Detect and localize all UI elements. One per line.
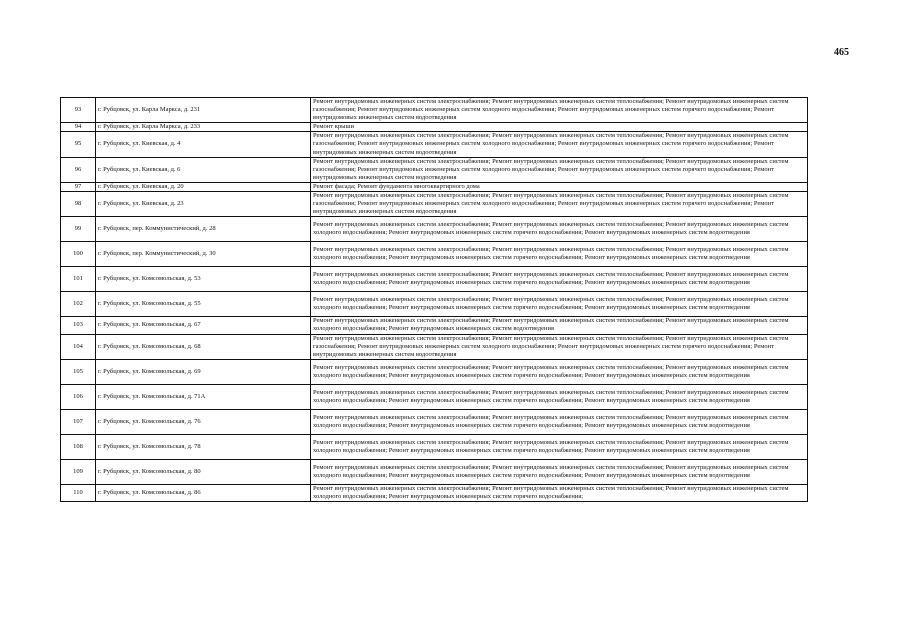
- table-row: [61, 434, 808, 459]
- table-row: [61, 459, 808, 484]
- row-number-cell: 104: [61, 334, 96, 359]
- work-type-cell: Ремонт внутридомовых инженерных систем электроснабжения; Ремонт внутридомовых инженерных систем теплоснабжения; Ремонт внутридомовых инженерных систем холодного водоснабжения; Ремонт внутридомовых инженерных систем горячего водоснабжения; Ремонт внутридомовых инженерных систем водоотведения: [311, 267, 808, 292]
- work-type-cell: Ремонт внутридомовых инженерных систем электроснабжения; Ремонт внутридомовых инженерных систем теплоснабжения; Ремонт внутридомовых инженерных систем холодного водоснабжения; Ремонт внутридомовых инженерных систем горячего водоснабжения;: [311, 484, 808, 501]
- table-row: [61, 242, 808, 267]
- address-cell: г. Рубцовск, ул. Киевская, д. 6: [96, 157, 311, 182]
- address-cell: г. Рубцовск, ул. Комсомольская, д. 55: [96, 292, 311, 317]
- repair-table-container: [60, 97, 808, 502]
- address-cell: г. Рубцовск, ул. Комсомольская, д. 68: [96, 334, 311, 359]
- page-number: 465: [834, 47, 849, 58]
- repair-table-body: [61, 98, 808, 502]
- row-number-cell: 105: [61, 359, 96, 384]
- address-cell: г. Рубцовск, ул. Киевская, д. 20: [96, 182, 311, 191]
- work-type-cell: Ремонт внутридомовых инженерных систем электроснабжения; Ремонт внутридомовых инженерных систем теплоснабжения; Ремонт внутридомовых инженерных систем холодного водоснабжения; Ремонт внутридомовых инженерных систем горячего водоснабжения; Ремонт внутридомовых инженерных систем водоотведения: [311, 409, 808, 434]
- row-number-cell: 108: [61, 434, 96, 459]
- row-number-cell: 101: [61, 267, 96, 292]
- work-type-cell: Ремонт фасада; Ремонт фундамента многоквартирного дома: [311, 182, 808, 191]
- address-cell: г. Рубцовск, ул. Карла Маркса, д. 231: [96, 98, 311, 123]
- address-cell: г. Рубцовск, ул. Комсомольская, д. 53: [96, 267, 311, 292]
- work-type-cell: Ремонт внутридомовых инженерных систем электроснабжения; Ремонт внутридомовых инженерных систем теплоснабжения; Ремонт внутридомовых инженерных систем газоснабжения; Ремонт внутридомовых инженерных систем холодного водоснабжения; Ремонт внутридомовых инженерных систем горячего водоснабжения; Ремонт внутридомовых инженерных систем водоотведения: [311, 132, 808, 157]
- row-number-cell: 94: [61, 123, 96, 132]
- work-type-cell: Ремонт внутридомовых инженерных систем электроснабжения; Ремонт внутридомовых инженерных систем теплоснабжения; Ремонт внутридомовых инженерных систем газоснабжения; Ремонт внутридомовых инженерных систем холодного водоснабжения; Ремонт внутридомовых инженерных систем горячего водоснабжения; Ремонт внутридомовых инженерных систем водоотведения: [311, 192, 808, 217]
- work-type-cell: Ремонт внутридомовых инженерных систем электроснабжения; Ремонт внутридомовых инженерных систем теплоснабжения; Ремонт внутридомовых инженерных систем холодного водоснабжения; Ремонт внутридомовых инженерных систем горячего водоснабжения; Ремонт внутридомовых инженерных систем водоотведения: [311, 459, 808, 484]
- address-cell: г. Рубцовск, пер. Коммунистический, д. 28: [96, 217, 311, 242]
- work-type-cell: Ремонт внутридомовых инженерных систем электроснабжения; Ремонт внутридомовых инженерных систем теплоснабжения; Ремонт внутридомовых инженерных систем холодного водоснабжения; Ремонт внутридомовых инженерных систем горячего водоснабжения; Ремонт внутридомовых инженерных систем водоотведения: [311, 292, 808, 317]
- address-cell: г. Рубцовск, ул. Комсомольская, д. 80: [96, 459, 311, 484]
- row-number-cell: 95: [61, 132, 96, 157]
- address-cell: г. Рубцовск, пер. Коммунистический, д. 30: [96, 242, 311, 267]
- work-type-cell: Ремонт крыши: [311, 123, 808, 132]
- table-row: [61, 484, 808, 501]
- row-number-cell: 99: [61, 217, 96, 242]
- table-row: [61, 267, 808, 292]
- row-number-cell: 106: [61, 384, 96, 409]
- address-cell: г. Рубцовск, ул. Киевская, д. 23: [96, 192, 311, 217]
- work-type-cell: Ремонт внутридомовых инженерных систем электроснабжения; Ремонт внутридомовых инженерных систем теплоснабжения; Ремонт внутридомовых инженерных систем газоснабжения; Ремонт внутридомовых инженерных систем холодного водоснабжения; Ремонт внутридомовых инженерных систем горячего водоснабжения; Ремонт внутридомовых инженерных систем водоотведения: [311, 98, 808, 123]
- row-number-cell: 103: [61, 317, 96, 334]
- address-cell: г. Рубцовск, ул. Комсомольская, д. 76: [96, 409, 311, 434]
- work-type-cell: Ремонт внутридомовых инженерных систем электроснабжения; Ремонт внутридомовых инженерных систем теплоснабжения; Ремонт внутридомовых инженерных систем холодного водоснабжения; Ремонт внутридомовых инженерных систем горячего водоснабжения; Ремонт внутридомовых инженерных систем водоотведения: [311, 384, 808, 409]
- address-cell: г. Рубцовск, ул. Комсомольская, д. 86: [96, 484, 311, 501]
- address-cell: г. Рубцовск, ул. Комсомольская, д. 69: [96, 359, 311, 384]
- table-row: [61, 182, 808, 191]
- row-number-cell: 97: [61, 182, 96, 191]
- repair-table: [60, 97, 808, 502]
- table-row: [61, 409, 808, 434]
- table-row: [61, 123, 808, 132]
- row-number-cell: 109: [61, 459, 96, 484]
- address-cell: г. Рубцовск, ул. Комсомольская, д. 78: [96, 434, 311, 459]
- table-row: [61, 132, 808, 157]
- table-row: [61, 384, 808, 409]
- address-cell: г. Рубцовск, ул. Киевская, д. 4: [96, 132, 311, 157]
- work-type-cell: Ремонт внутридомовых инженерных систем электроснабжения; Ремонт внутридомовых инженерных систем теплоснабжения; Ремонт внутридомовых инженерных систем холодного водоснабжения; Ремонт внутридомовых инженерных систем горячего водоснабжения; Ремонт внутридомовых инженерных систем водоотведения: [311, 434, 808, 459]
- row-number-cell: 93: [61, 98, 96, 123]
- work-type-cell: Ремонт внутридомовых инженерных систем электроснабжения; Ремонт внутридомовых инженерных систем теплоснабжения; Ремонт внутридомовых инженерных систем газоснабжения; Ремонт внутридомовых инженерных систем холодного водоснабжения; Ремонт внутридомовых инженерных систем горячего водоснабжения; Ремонт внутридомовых инженерных систем водоотведения: [311, 334, 808, 359]
- table-row: [61, 317, 808, 334]
- work-type-cell: Ремонт внутридомовых инженерных систем электроснабжения; Ремонт внутридомовых инженерных систем теплоснабжения; Ремонт внутридомовых инженерных систем холодного водоснабжения; Ремонт внутридомовых инженерных систем горячего водоснабжения; Ремонт внутридомовых инженерных систем водоотведения: [311, 217, 808, 242]
- work-type-cell: Ремонт внутридомовых инженерных систем электроснабжения; Ремонт внутридомовых инженерных систем теплоснабжения; Ремонт внутридомовых инженерных систем газоснабжения; Ремонт внутридомовых инженерных систем холодного водоснабжения; Ремонт внутридомовых инженерных систем горячего водоснабжения; Ремонт внутридомовых инженерных систем водоотведения: [311, 157, 808, 182]
- row-number-cell: 100: [61, 242, 96, 267]
- work-type-cell: Ремонт внутридомовых инженерных систем электроснабжения; Ремонт внутридомовых инженерных систем теплоснабжения; Ремонт внутридомовых инженерных систем холодного водоснабжения; Ремонт внутридомовых инженерных систем водоотведения: [311, 317, 808, 334]
- row-number-cell: 110: [61, 484, 96, 501]
- address-cell: г. Рубцовск, ул. Комсомольская, д. 67: [96, 317, 311, 334]
- table-row: [61, 217, 808, 242]
- row-number-cell: 98: [61, 192, 96, 217]
- table-row: [61, 98, 808, 123]
- table-row: [61, 157, 808, 182]
- table-row: [61, 292, 808, 317]
- table-row: [61, 334, 808, 359]
- work-type-cell: Ремонт внутридомовых инженерных систем электроснабжения; Ремонт внутридомовых инженерных систем теплоснабжения; Ремонт внутридомовых инженерных систем холодного водоснабжения; Ремонт внутридомовых инженерных систем горячего водоснабжения; Ремонт внутридомовых инженерных систем водоотведения: [311, 359, 808, 384]
- row-number-cell: 96: [61, 157, 96, 182]
- address-cell: г. Рубцовск, ул. Карла Маркса, д. 233: [96, 123, 311, 132]
- work-type-cell: Ремонт внутридомовых инженерных систем электроснабжения; Ремонт внутридомовых инженерных систем теплоснабжения; Ремонт внутридомовых инженерных систем холодного водоснабжения; Ремонт внутридомовых инженерных систем горячего водоснабжения; Ремонт внутридомовых инженерных систем водоотведения: [311, 242, 808, 267]
- row-number-cell: 102: [61, 292, 96, 317]
- table-row: [61, 192, 808, 217]
- table-row: [61, 359, 808, 384]
- address-cell: г. Рубцовск, ул. Комсомольская, д. 71А: [96, 384, 311, 409]
- row-number-cell: 107: [61, 409, 96, 434]
